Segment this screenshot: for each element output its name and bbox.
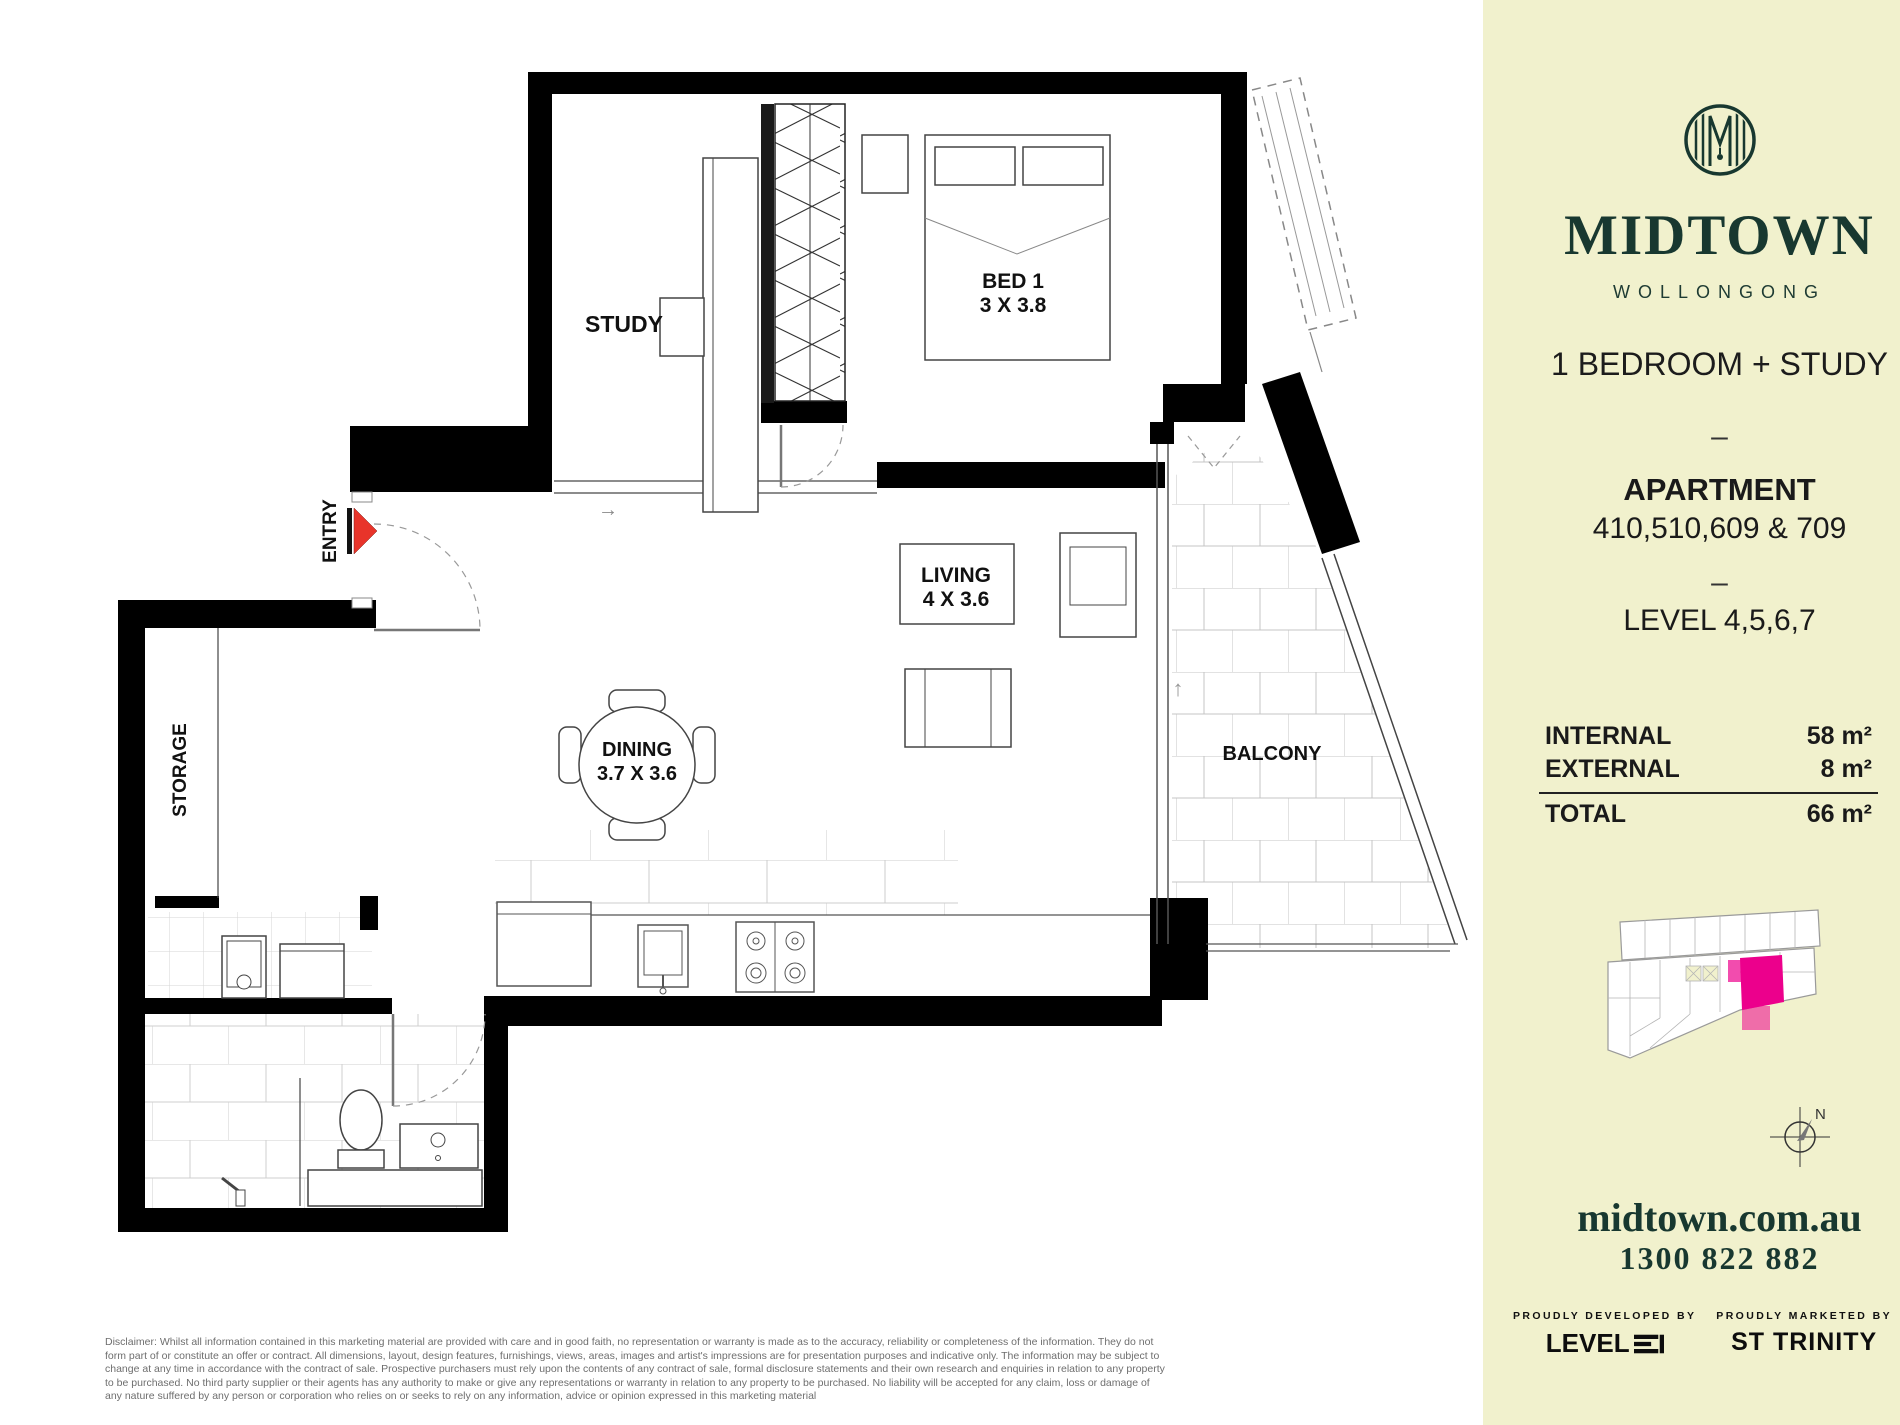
area-label: INTERNAL xyxy=(1545,722,1672,750)
vanity-bench xyxy=(308,1170,482,1206)
label-storage: STORAGE xyxy=(170,723,191,817)
laundry-tub xyxy=(280,944,344,998)
developer-caption: PROUDLY DEVELOPED BY xyxy=(1513,1310,1697,1322)
robe-back-wall xyxy=(761,104,774,403)
developer-logo xyxy=(1513,1328,1696,1359)
study-desk xyxy=(660,158,758,512)
bed xyxy=(862,135,1110,360)
label-entry: ENTRY xyxy=(320,499,341,563)
label-balcony: BALCONY xyxy=(1222,743,1322,765)
toilet-tank xyxy=(338,1150,384,1168)
info-sidebar xyxy=(1483,0,1900,1425)
area-value: 66 m² xyxy=(1806,800,1872,828)
cooktop xyxy=(736,922,814,992)
entry-arrow-icon xyxy=(354,508,377,554)
fridge xyxy=(497,902,591,986)
bedroom-door xyxy=(781,425,843,487)
area-label: TOTAL xyxy=(1545,800,1627,828)
website-link[interactable]: midtown.com.au xyxy=(1577,1195,1862,1240)
balcony-arrow-icon: ↑ xyxy=(1172,676,1184,701)
developer-name: LEVEL xyxy=(1545,1328,1630,1358)
label-living: LIVING xyxy=(920,564,992,587)
label-study: STUDY xyxy=(585,311,663,337)
marketer-block xyxy=(1716,1310,1892,1359)
disclaimer-text: Disclaimer: Whilst all information contained in this marketing material are provided with care and in good faith, no representation or warranty is made as to the accuracy, reliability or completeness of the information. They do not form part of or constitute an offer or contract. All dimensions, layout, design features, furnishings, views, areas, images and artist's impressions are for presentation purposes and indicative only. The information may be subject to change at any time in accordance with the contract of sale. Prospective purchasers must rely upon the contents of any contract of sale, formal disclosure statements and their own research and enquiries in relation to any property to be purchased. No third party supplier or their agents has any authority to make or give any representations or warranty in relation to any property to be purchased. No liability will be accepted for any claim, loss or damage of any nature suffered by any person or corporation who relies on or seeks to rely on any information, advice or opinion expressed in this marketing material xyxy=(105,1336,1165,1402)
label-dining: DINING xyxy=(602,739,672,761)
brand-location: WOLLONGONG xyxy=(1612,282,1826,302)
area-row-total xyxy=(1539,792,1878,831)
keyplan-map xyxy=(1590,898,1850,1083)
area-table xyxy=(1539,720,1878,831)
area-value: 8 m² xyxy=(1820,755,1872,783)
compass xyxy=(1767,1104,1833,1175)
label-bed: BED 1 xyxy=(982,270,1044,293)
separator-dash: – xyxy=(1711,420,1728,453)
building-keyplan xyxy=(1539,898,1900,1088)
marketer-name: ST TRINITY xyxy=(1731,1328,1878,1356)
toilet-bowl xyxy=(340,1090,382,1150)
armchair xyxy=(905,669,1011,747)
area-value: 58 m² xyxy=(1806,722,1872,750)
slide-arrow-icon: → xyxy=(598,499,618,521)
label-living-dims: 4 X 3.6 xyxy=(922,588,990,611)
midtown-monogram-icon xyxy=(1680,100,1760,180)
marketer-caption: PROUDLY MARKETED BY xyxy=(1716,1310,1892,1322)
area-label: EXTERNAL xyxy=(1545,755,1680,783)
separator-dash: – xyxy=(1711,566,1728,599)
compass-n-label: N xyxy=(1815,1106,1826,1123)
area-row-internal xyxy=(1539,720,1878,753)
apartment-heading: APARTMENT xyxy=(1623,472,1816,507)
unit-type: 1 BEDROOM + STUDY xyxy=(1551,346,1888,382)
label-bed-dims: 3 X 3.8 xyxy=(979,294,1047,317)
entry-marker xyxy=(347,508,377,554)
wardrobe xyxy=(775,104,845,401)
laundry xyxy=(222,936,344,998)
label-dining-dims: 3.7 X 3.6 xyxy=(596,763,678,785)
brand-wordmark: MIDTOWN xyxy=(1564,204,1875,267)
area-row-external xyxy=(1539,753,1878,786)
apartment-numbers: 410,510,609 & 709 xyxy=(1592,512,1847,545)
kitchen xyxy=(497,902,1150,994)
developer-block xyxy=(1513,1310,1696,1359)
level-bars-icon xyxy=(1634,1334,1664,1354)
phone-number[interactable]: 1300 822 882 xyxy=(1619,1240,1820,1276)
midtown-logo-mark xyxy=(1539,100,1900,185)
footer-brands xyxy=(1513,1310,1892,1359)
level-line: LEVEL 4,5,6,7 xyxy=(1623,604,1816,637)
